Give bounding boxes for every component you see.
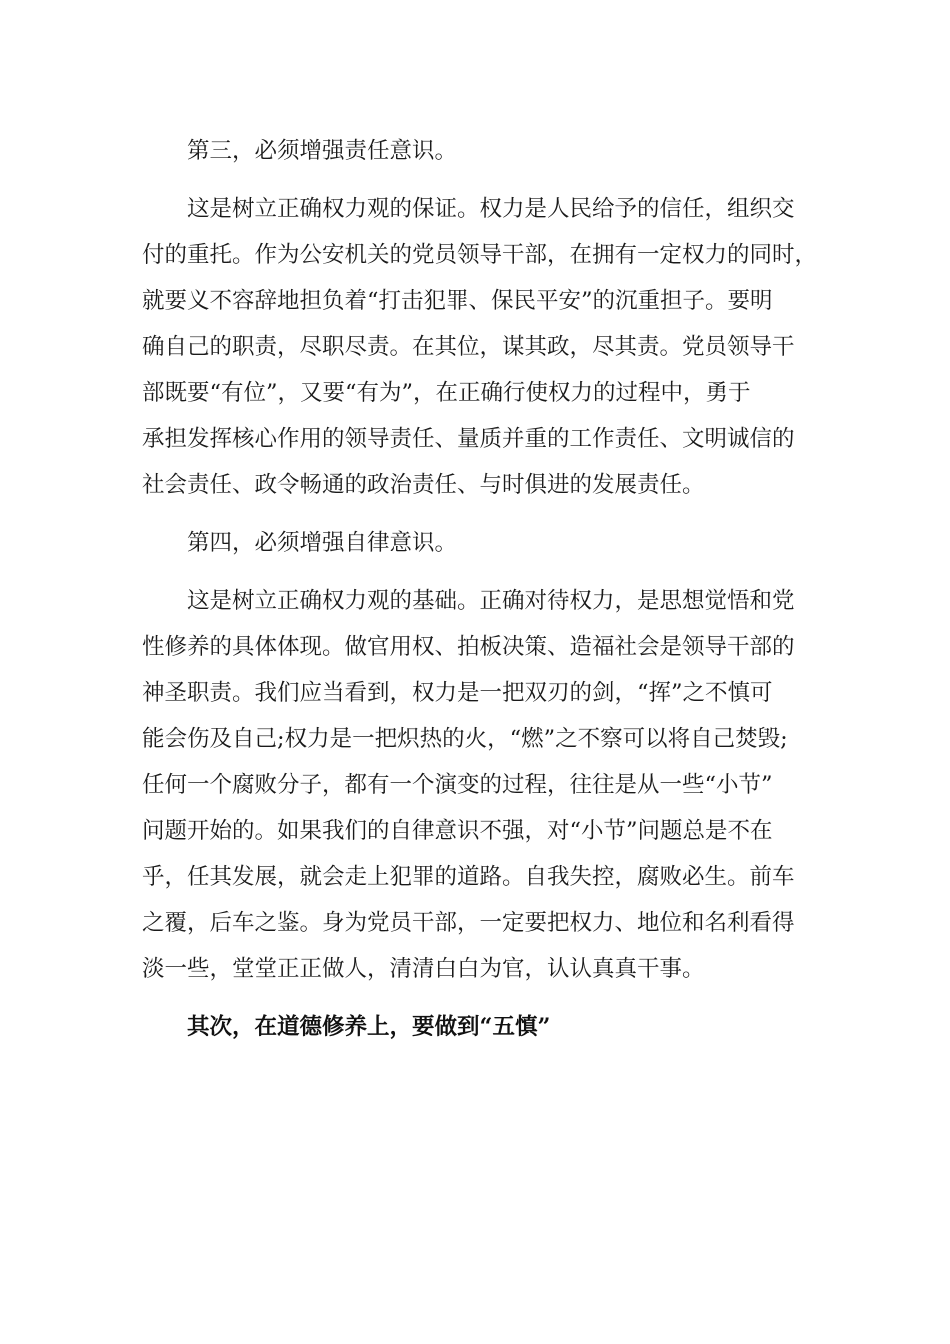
text-line: 能会伤及自己;权力是一把炽热的火，“燃”之不察可以将自己焚毁;: [142, 726, 788, 752]
text-line: 社会责任、政令畅通的政治责任、与时俱进的发展责任。: [142, 472, 705, 498]
text-line: 神圣职责。我们应当看到，权力是一把双刃的剑，“挥”之不慎可: [142, 680, 773, 706]
text-line: 承担发挥核心作用的领导责任、量质并重的工作责任、文明诚信的: [142, 426, 795, 452]
paragraph-responsibility: [142, 186, 818, 508]
paragraph-heading-fourth: [142, 520, 812, 566]
text-line: 这是树立正确权力观的基础。正确对待权力，是思想觉悟和党: [187, 588, 795, 614]
text-line: 之覆，后车之鉴。身为党员干部，一定要把权力、地位和名利看得: [142, 910, 795, 936]
text-line: 性修养的具体体现。做官用权、拍板决策、造福社会是领导干部的: [142, 634, 795, 660]
text-line: 乎，任其发展，就会走上犯罪的道路。自我失控，腐败必生。前车: [142, 864, 795, 890]
text-line: 确自己的职责，尽职尽责。在其位，谋其政，尽其责。党员领导干: [142, 334, 795, 360]
document-body: [142, 128, 818, 1062]
text-line: 淡一些，堂堂正正做人，清清白白为官，认认真真干事。: [142, 956, 705, 982]
text-line: 第三，必须增强责任意识。: [187, 138, 458, 164]
paragraph-self-discipline: [142, 578, 812, 992]
text-line: 问题开始的。如果我们的自律意识不强，对“小节”问题总是不在: [142, 818, 773, 844]
text-line: 第四，必须增强自律意识。: [187, 530, 458, 556]
text-line: 部既要“有位”，又要“有为”，在正确行使权力的过程中，勇于: [142, 380, 751, 406]
paragraph-heading-moral: [142, 1004, 812, 1050]
text-line: 就要义不容辞地担负着“打击犯罪、保民平安”的沉重担子。要明: [142, 288, 773, 314]
paragraph-heading-third: [142, 128, 812, 174]
text-line: 这是树立正确权力观的保证。权力是人民给予的信任，组织交: [187, 196, 795, 222]
text-line: 任何一个腐败分子，都有一个演变的过程，往往是从一些“小节”: [142, 772, 773, 798]
text-line: 付的重托。作为公安机关的党员领导干部，在拥有一定权力的同时，: [142, 242, 818, 268]
text-line: 其次，在道德修养上，要做到“五慎”: [187, 1014, 551, 1040]
